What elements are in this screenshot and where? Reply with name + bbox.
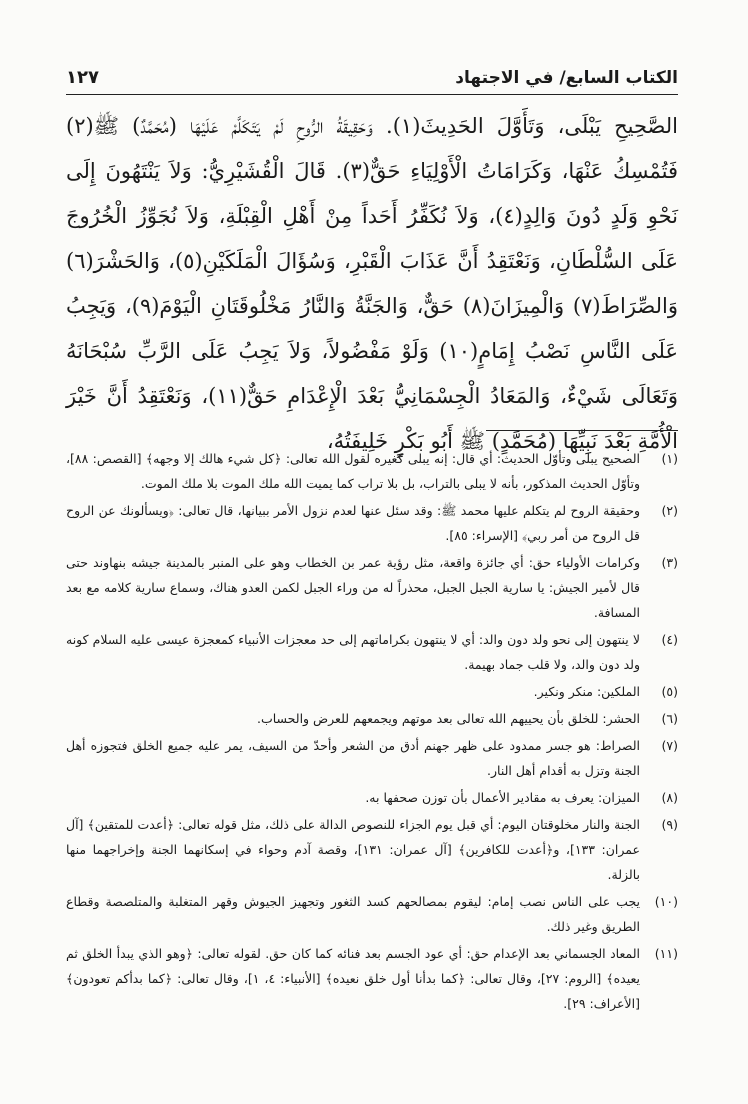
footnote-text: المعاد الجسماني بعد الإعدام حق: أي عود الجسم بعد فنائه كما كان حق. لقوله تعالى: ﴿وهو الذي يبدأ الخلق ثم يعيده﴾ [الروم: ٢٧]، وقال تعالى: ﴿كما بدأنا أول خلق نعيده﴾ [الأنبياء: ٤، ١]، وقال تعالى: ﴿كما بدأكم تعودون﴾ [الأعراف: ٢٩]. — [66, 946, 640, 1011]
footnote-number: (٤) — [661, 632, 678, 647]
footnote-2 — [66, 498, 678, 548]
footnote-text: الصراط: هو جسر ممدود على ظهر جهنم أدق من الشعر وأحدّ من السيف، يمر عليه جميع الخلق فتجوزه أهل الجنة وتزل به أقدام أهل النار. — [66, 738, 640, 778]
footnote-1 — [66, 446, 678, 496]
running-title: الكتاب السابع/ في الاجتهاد — [455, 68, 678, 88]
footnote-11 — [66, 941, 678, 1016]
footnote-text: الحشر: للخلق بأن يحييهم الله تعالى بعد موتهم ويجمعهم للعرض والحساب. — [256, 711, 640, 726]
footnote-text: الميزان: يعرف به مقادير الأعمال بأن توزن صحفها به. — [365, 790, 640, 805]
footnote-number: (١) — [661, 451, 678, 466]
footnote-text: وحقيقة الروح لم يتكلم عليها محمد ﷺ: وقد سئل عنها لعدم نزول الأمر ببيانها، قال تعالى: ﴿ويسألونك عن الروح قل الروح من أمر ربي﴾ [الإسراء: ٨٥]. — [66, 503, 640, 543]
footnote-number: (٧) — [661, 738, 678, 753]
footnote-6 — [66, 706, 678, 731]
footnote-9 — [66, 812, 678, 887]
footnote-text: الملكين: منكر ونكير. — [533, 684, 640, 699]
footnotes — [66, 446, 678, 1018]
footnote-number: (٦) — [661, 711, 678, 726]
footnote-text: الصحيح يبلى وتأوّل الحديث: أي قال: إنه يبلى كغيره لقول الله تعالى: ﴿كل شيء هالك إلا وجهه﴾ [القصص: ٨٨]، وتأوّل الحديث المذكور، بأنه لا يبلى بالتراب، بل بلا تراب كما يميت الله ملك الموت بلا ملك الموت. — [66, 451, 640, 491]
footnote-number: (٨) — [661, 790, 678, 805]
footnote-text: لا ينتهون إلى نحو ولد دون والد: أي لا ينتهون بكراماتهم إلى حد معجزات الأنبياء كمعجزة عيسى عليه السلام كونه ولد دون والد، ولا قلب جماد بهيمة. — [66, 632, 640, 672]
footnote-text: الجنة والنار مخلوقتان اليوم: أي قبل يوم الجزاء للنصوص الدالة على ذلك، مثل قوله تعالى: ﴿أعدت للمتقين﴾ [آل عمران: ١٣٣]، و﴿أعدت للكافرين﴾ [آل عمران: ١٣١]، وقصة آدم وحواء في إسكانهما الجنة وإخراجهما منها بالزلة. — [66, 817, 640, 882]
footnote-number: (٢) — [661, 503, 678, 518]
footnote-7 — [66, 733, 678, 783]
footnote-5 — [66, 679, 678, 704]
footnote-number: (١٠) — [654, 894, 678, 909]
footnote-10 — [66, 889, 678, 939]
footnote-3 — [66, 550, 678, 625]
footnote-4 — [66, 627, 678, 677]
footnote-number: (٩) — [661, 817, 678, 832]
footnote-divider — [486, 430, 678, 431]
main-text-block — [66, 104, 678, 464]
footnote-number: (١١) — [654, 946, 678, 961]
footnote-8 — [66, 785, 678, 810]
footnote-text: يجب على الناس نصب إمام: ليقوم بمصالحهم كسد الثغور وتجهيز الجيوش وقهر المتغلبة والمتلصصة وقطاع الطريق وغير ذلك. — [66, 894, 640, 934]
main-paragraph: الصَّحِيحِ يَبْلَى، وَتَأَوَّلَ الحَدِيثَ(١). وَحَقِيقَةُ الرُّوحِ لَمْ يَتَكَلَّمْ عَلَيْهَا (مُحَمَّدٌ) ﷺ(٢) فَتُمْسِكُ عَنْهَا، وَكَرَامَاتُ الْأَوْلِيَاءِ حَقٌّ(٣). قَالَ الْقُشَيْرِيُّ: وَلاَ يَنْتَهُونَ إِلَى نَحْوِ وَلَدٍ دُونَ وَالِدٍ(٤)، وَلاَ نُكَفِّرُ أَحَداً مِنْ أَهْلِ الْقِبْلَةِ، وَلاَ نُجَوِّزُ الْخُرُوجَ عَلَى السُّلْطَانِ، وَنَعْتَقِدُ أَنَّ عَذَابَ الْقَبْرِ، وَسُؤَالَ الْمَلَكَيْنِ(٥)، وَالحَشْرَ(٦) وَالصِّرَاطَ(٧) وَالْمِيزَانَ(٨) حَقٌّ، وَالجَنَّةُ وَالنَّارُ مَخْلُوقَتَانِ الْيَوْمَ(٩)، وَيَجِبُ عَلَى النَّاسِ نَصْبُ إِمَامٍ(١٠) وَلَوْ مَفْضُولاً، وَلاَ يَجِبُ عَلَى الرَّبِّ سُبْحَانَهُ وَتَعَالَى شَيْءٌ، وَالمَعَادُ الْجِسْمَانِيُّ بَعْدَ الْإِعْدَامِ حَقٌّ(١١)، وَنَعْتَقِدُ أَنَّ خَيْرَ الْأُمَّةِ بَعْدَ نَبِيِّهَا (مُحَمَّدٍ) ﷺ أَبُو بَكْرٍ خَلِيفَتُهُ، — [66, 114, 678, 453]
footnote-text: وكرامات الأولياء حق: أي جائزة واقعة، مثل رؤية عمر بن الخطاب وهو على المنبر بالمدينة جيشه بنهاوند حتى قال لأمير الجيش: يا سارية الجبل الجبل، محذراً له من وراء الجبل لكمن العدو هناك، وسماع سارية كلامه مع بعد المسافة. — [66, 555, 640, 620]
footnote-number: (٥) — [661, 684, 678, 699]
footnote-number: (٣) — [661, 555, 678, 570]
page-header — [66, 52, 678, 95]
page-number: ١٢٧ — [66, 67, 99, 88]
